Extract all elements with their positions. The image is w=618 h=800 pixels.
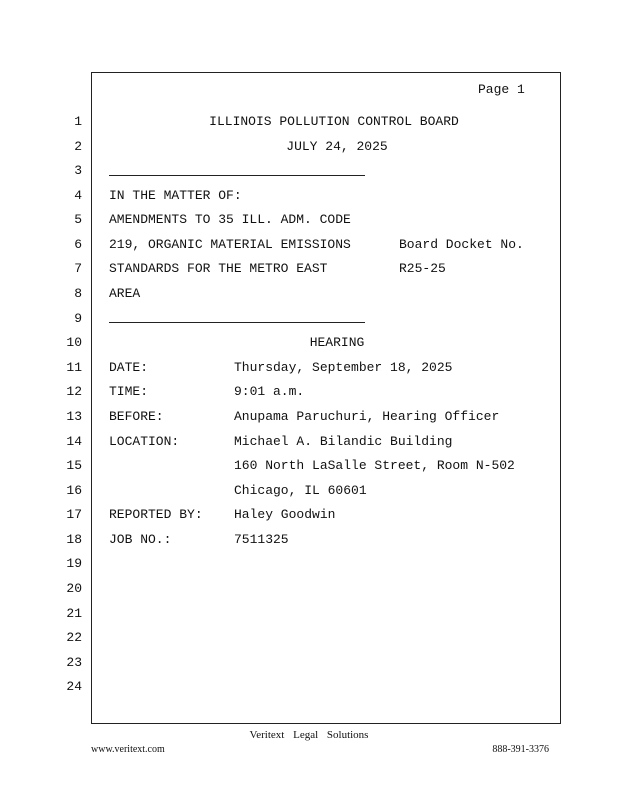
transcript-page-border: [91, 72, 561, 724]
field-value-location: Michael A. Bilandic Building: [234, 434, 453, 449]
field-value-city: Chicago, IL 60601: [234, 483, 367, 498]
line-number: 3: [74, 163, 82, 178]
field-value-date: Thursday, September 18, 2025: [234, 360, 453, 375]
line-number: 23: [66, 655, 82, 670]
line-number: 2: [74, 139, 82, 154]
line-number: 4: [74, 188, 82, 203]
line-number: 15: [66, 458, 82, 473]
line-number: 21: [66, 606, 82, 621]
line-number: 17: [66, 507, 82, 522]
line-number: 11: [66, 360, 82, 375]
footer-company: Veritext Legal Solutions: [249, 729, 369, 741]
field-label-job: JOB NO.:: [109, 532, 172, 547]
docket-number: R25-25: [399, 261, 446, 276]
caption-bottom-rule: [109, 322, 365, 323]
line-number: 14: [66, 434, 82, 449]
line-number: 20: [66, 581, 82, 596]
field-label-location: LOCATION:: [109, 434, 180, 449]
line-number: 18: [66, 532, 82, 547]
docket-label: Board Docket No.: [399, 237, 524, 252]
caption-line: STANDARDS FOR THE METRO EAST: [109, 261, 328, 276]
field-label-reporter: REPORTED BY:: [109, 507, 203, 522]
line-number: 22: [66, 630, 82, 645]
footer-website[interactable]: www.veritext.com: [91, 744, 165, 755]
line-number: 19: [66, 556, 82, 571]
field-label-time: TIME:: [109, 384, 149, 399]
line-number: 10: [66, 335, 82, 350]
footer-phone: 888-391-3376: [492, 744, 549, 755]
line-number: 9: [74, 311, 82, 326]
line-number: 7: [74, 261, 82, 276]
field-label-date: DATE:: [109, 360, 149, 375]
caption-line: AREA: [109, 286, 141, 301]
field-label-before: BEFORE:: [109, 409, 164, 424]
field-value-job: 7511325: [234, 532, 289, 547]
line-number: 13: [66, 409, 82, 424]
page-number: Page 1: [478, 82, 525, 97]
line-number: 24: [66, 679, 82, 694]
board-date: JULY 24, 2025: [286, 139, 388, 154]
board-title: ILLINOIS POLLUTION CONTROL BOARD: [209, 114, 459, 129]
line-number: 12: [66, 384, 82, 399]
line-number: 6: [74, 237, 82, 252]
caption-line: AMENDMENTS TO 35 ILL. ADM. CODE: [109, 212, 351, 227]
matter-heading: IN THE MATTER OF:: [109, 188, 242, 203]
field-value-time: 9:01 a.m.: [234, 384, 305, 399]
field-value-reporter: Haley Goodwin: [234, 507, 336, 522]
line-number: 1: [74, 114, 82, 129]
line-number: 5: [74, 212, 82, 227]
field-value-before: Anupama Paruchuri, Hearing Officer: [234, 409, 500, 424]
hearing-title: HEARING: [309, 335, 365, 350]
caption-top-rule: [109, 175, 365, 176]
caption-line: 219, ORGANIC MATERIAL EMISSIONS: [109, 237, 351, 252]
line-number: 16: [66, 483, 82, 498]
field-value-address: 160 North LaSalle Street, Room N-502: [234, 458, 515, 473]
line-number: 8: [74, 286, 82, 301]
